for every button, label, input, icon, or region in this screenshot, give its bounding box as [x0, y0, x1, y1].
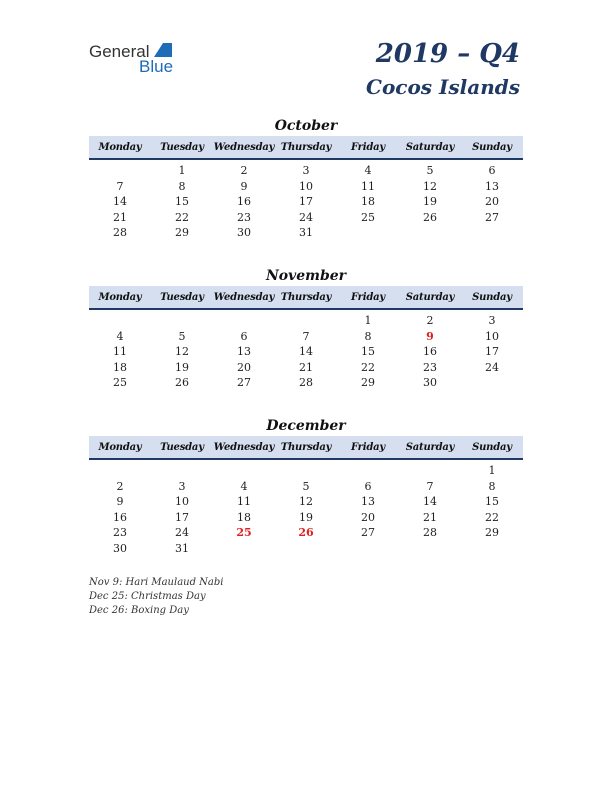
day-cell: 6 [488, 164, 496, 177]
weekday-header: Friday [337, 286, 399, 309]
week-row [89, 360, 523, 376]
empty-day-cell [89, 159, 151, 179]
day-cell: 5 [302, 479, 310, 493]
day-cell: 13 [237, 345, 251, 358]
month-name: October [274, 118, 338, 134]
weekday-header: Thursday [275, 136, 337, 159]
day-cell: 21 [113, 210, 127, 224]
week-row [89, 459, 523, 479]
weekday-header-row [89, 436, 523, 459]
day-cell: 22 [361, 360, 375, 374]
day-cell: 2 [240, 164, 248, 177]
holiday-note: Dec 26: Boxing Day [89, 605, 189, 616]
weekday-header: Sunday [461, 286, 523, 309]
day-cell: 4 [364, 164, 372, 177]
week-row [89, 344, 523, 360]
weekday-header: Wednesday [213, 436, 275, 459]
day-cell: 15 [485, 495, 499, 508]
day-cell: 10 [485, 329, 499, 343]
month-november [89, 266, 523, 391]
day-cell: 10 [175, 495, 189, 508]
day-cell: 1 [488, 464, 496, 477]
weekday-header: Tuesday [151, 286, 213, 309]
day-cell: 11 [113, 345, 127, 358]
day-cell: 13 [485, 179, 499, 193]
day-cell: 30 [113, 541, 127, 555]
day-cell: 24 [485, 360, 499, 374]
day-cell: 19 [299, 510, 313, 524]
day-cell: 25 [361, 210, 375, 224]
day-cell: 16 [113, 510, 127, 524]
day-cell: 12 [423, 179, 437, 193]
calendar-table [89, 286, 523, 391]
week-row [89, 210, 523, 226]
day-cell: 1 [178, 164, 186, 177]
day-cell: 2 [116, 479, 124, 493]
weekday-header: Wednesday [213, 286, 275, 309]
weekday-header: Saturday [399, 136, 461, 159]
day-cell: 15 [175, 195, 189, 208]
holiday-day-cell: 26 [298, 526, 314, 539]
day-cell: 16 [423, 345, 437, 358]
weekday-header: Wednesday [213, 136, 275, 159]
day-cell: 17 [299, 195, 313, 208]
empty-day-cell [89, 459, 151, 479]
day-cell: 13 [361, 495, 375, 508]
day-cell: 10 [299, 179, 313, 193]
day-cell: 6 [364, 479, 372, 493]
day-cell: 16 [237, 195, 251, 208]
day-cell: 21 [299, 360, 313, 374]
month-october [89, 116, 523, 241]
day-cell: 18 [113, 360, 127, 374]
day-cell: 30 [423, 376, 437, 389]
weekday-header: Sunday [461, 136, 523, 159]
holiday-notes [89, 576, 223, 618]
empty-day-cell [89, 309, 151, 329]
generalblue-logo [89, 40, 189, 76]
empty-day-cell [337, 225, 399, 241]
empty-day-cell [213, 309, 275, 329]
day-cell: 1 [364, 314, 372, 327]
empty-day-cell [213, 459, 275, 479]
month-december [89, 416, 523, 556]
week-row [89, 225, 523, 241]
week-row [89, 541, 523, 557]
empty-day-cell [461, 375, 523, 391]
logo-triangle-icon [154, 43, 172, 57]
day-cell: 7 [426, 479, 434, 493]
day-cell: 27 [361, 526, 375, 539]
day-cell: 17 [485, 345, 499, 358]
day-cell: 21 [423, 510, 437, 524]
day-cell: 27 [485, 210, 499, 224]
holiday-day-cell: 9 [426, 329, 434, 343]
empty-day-cell [337, 459, 399, 479]
day-cell: 2 [426, 314, 434, 327]
day-cell: 19 [423, 195, 437, 208]
logo-word-general: General [89, 42, 150, 61]
weekday-header: Saturday [399, 436, 461, 459]
day-cell: 12 [175, 345, 189, 358]
weekday-header: Monday [89, 436, 151, 459]
empty-day-cell [151, 459, 213, 479]
weekday-header-row [89, 286, 523, 309]
day-cell: 7 [302, 329, 310, 343]
day-cell: 4 [240, 479, 248, 493]
quarter-title: 2019 – Q4 [375, 39, 520, 69]
weekday-header: Sunday [461, 436, 523, 459]
weekday-header: Saturday [399, 286, 461, 309]
day-cell: 3 [178, 479, 186, 493]
holiday-note: Nov 9: Hari Maulaud Nabi [89, 577, 224, 588]
weekday-header: Monday [89, 286, 151, 309]
logo-word-blue: Blue [139, 57, 174, 76]
page-title [366, 38, 520, 100]
day-cell: 29 [485, 526, 499, 539]
day-cell: 5 [426, 164, 434, 177]
empty-day-cell [337, 541, 399, 557]
weekday-header: Friday [337, 136, 399, 159]
day-cell: 20 [237, 360, 251, 374]
week-row [89, 375, 523, 391]
day-cell: 20 [485, 195, 499, 208]
week-row [89, 329, 523, 345]
day-cell: 24 [299, 210, 313, 224]
empty-day-cell [275, 541, 337, 557]
day-cell: 27 [237, 376, 251, 389]
day-cell: 23 [113, 526, 127, 539]
empty-day-cell [275, 459, 337, 479]
weekday-header: Thursday [275, 286, 337, 309]
day-cell: 31 [299, 226, 313, 239]
week-row [89, 510, 523, 526]
month-name: December [266, 418, 346, 434]
day-cell: 17 [175, 510, 189, 524]
week-row [89, 479, 523, 495]
day-cell: 22 [485, 510, 499, 524]
empty-day-cell [151, 309, 213, 329]
weekday-header: Monday [89, 136, 151, 159]
holiday-note: Dec 25: Christmas Day [89, 591, 206, 602]
day-cell: 5 [178, 329, 186, 343]
day-cell: 29 [361, 376, 375, 389]
weekday-header-row [89, 136, 523, 159]
day-cell: 26 [175, 376, 189, 389]
day-cell: 20 [361, 510, 375, 524]
day-cell: 9 [240, 179, 248, 193]
day-cell: 28 [423, 526, 437, 539]
day-cell: 26 [423, 210, 437, 224]
week-row [89, 194, 523, 210]
country-title: Cocos Islands [366, 75, 520, 99]
day-cell: 22 [175, 210, 189, 224]
week-row [89, 525, 523, 541]
day-cell: 12 [299, 495, 313, 508]
day-cell: 14 [299, 345, 313, 358]
weekday-header: Friday [337, 436, 399, 459]
month-name: November [265, 268, 347, 284]
weekday-header: Tuesday [151, 436, 213, 459]
day-cell: 6 [240, 329, 248, 343]
day-cell: 25 [113, 376, 127, 389]
day-cell: 23 [423, 360, 437, 374]
day-cell: 8 [364, 329, 372, 343]
day-cell: 11 [237, 495, 251, 508]
day-cell: 29 [175, 226, 189, 239]
day-cell: 30 [237, 226, 251, 239]
day-cell: 14 [423, 495, 437, 508]
day-cell: 8 [178, 179, 186, 193]
weekday-header: Thursday [275, 436, 337, 459]
day-cell: 18 [361, 195, 375, 208]
week-row [89, 159, 523, 179]
day-cell: 24 [175, 526, 189, 539]
holiday-day-cell: 25 [236, 526, 252, 539]
day-cell: 28 [299, 376, 313, 389]
day-cell: 31 [175, 541, 189, 555]
week-row [89, 179, 523, 195]
day-cell: 23 [237, 210, 251, 224]
empty-day-cell [461, 225, 523, 241]
empty-day-cell [275, 309, 337, 329]
week-row [89, 494, 523, 510]
empty-day-cell [399, 459, 461, 479]
day-cell: 15 [361, 345, 375, 358]
day-cell: 8 [488, 479, 496, 493]
weekday-header: Tuesday [151, 136, 213, 159]
day-cell: 14 [113, 195, 127, 208]
empty-day-cell [213, 541, 275, 557]
day-cell: 19 [175, 360, 189, 374]
day-cell: 3 [488, 314, 496, 327]
calendar-table [89, 136, 523, 241]
day-cell: 18 [237, 510, 251, 524]
empty-day-cell [461, 541, 523, 557]
day-cell: 9 [116, 495, 124, 508]
day-cell: 11 [361, 179, 375, 193]
day-cell: 4 [116, 329, 124, 343]
day-cell: 7 [116, 179, 124, 193]
day-cell: 3 [302, 164, 310, 177]
empty-day-cell [399, 541, 461, 557]
empty-day-cell [399, 225, 461, 241]
day-cell: 28 [113, 226, 127, 239]
week-row [89, 309, 523, 329]
calendar-table [89, 436, 523, 556]
